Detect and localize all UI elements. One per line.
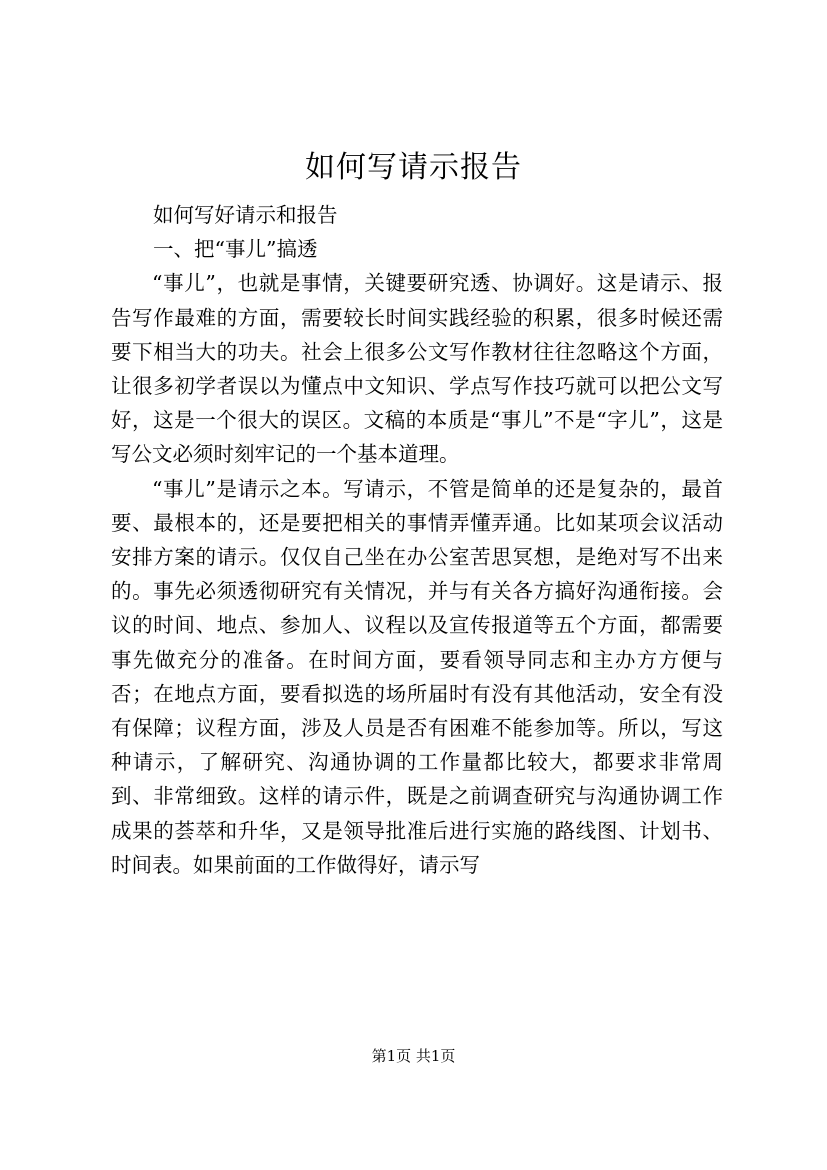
body-paragraph-2: “事儿”是请示之本。写请示，不管是简单的还是复杂的，最首要、最根本的，还是要把相关的事情弄懂弄通。比如某项会议活动安排方案的请示。仅仅自己坐在办公室苦思冥想，是绝对写不出来的。事先必须透彻研究有关情况，并与有关各方搞好沟通衔接。会议的时间、地点、参加人、议程以及宣传报道等五个方面，都需要事先做充分的准备。在时间方面，要看领导同志和主办方方便与否；在地点方面，要看拟选的场所届时有没有其他活动，安全有没有保障；议程方面，涉及人员是否有困难不能参加等。所以，写这种请示，了解研究、沟通协调的工作量都比较大，都要求非常周到、非常细致。这样的请示件，既是之前调查研究与沟通协调工作成果的荟萃和升华，又是领导批准后进行实施的路线图、计划书、时间表。如果前面的工作做得好，请示写 bbox=[111, 476, 723, 877]
document-body bbox=[111, 198, 723, 882]
section-heading: 一、把“事儿”搞透 bbox=[153, 237, 318, 262]
document-subtitle: 如何写好请示和报告 bbox=[153, 203, 338, 227]
document-title: 如何写请示报告 bbox=[305, 150, 522, 185]
page-number-footer: 第1页 共1页 bbox=[371, 1047, 456, 1065]
body-paragraph-1: “事儿”，也就是事情，关键要研究透、协调好。这是请示、报告写作最难的方面，需要较长时间实践经验的积累，很多时候还需要下相当大的功夫。社会上很多公文写作教材往往忽略这个方面，让很多初学者误以为懂点中文知识、学点写作技巧就可以把公文写好，这是一个很大的误区。文稿的本质是“事儿”不是“字儿”，这是写公文必须时刻牢记的一个基本道理。 bbox=[111, 271, 723, 467]
